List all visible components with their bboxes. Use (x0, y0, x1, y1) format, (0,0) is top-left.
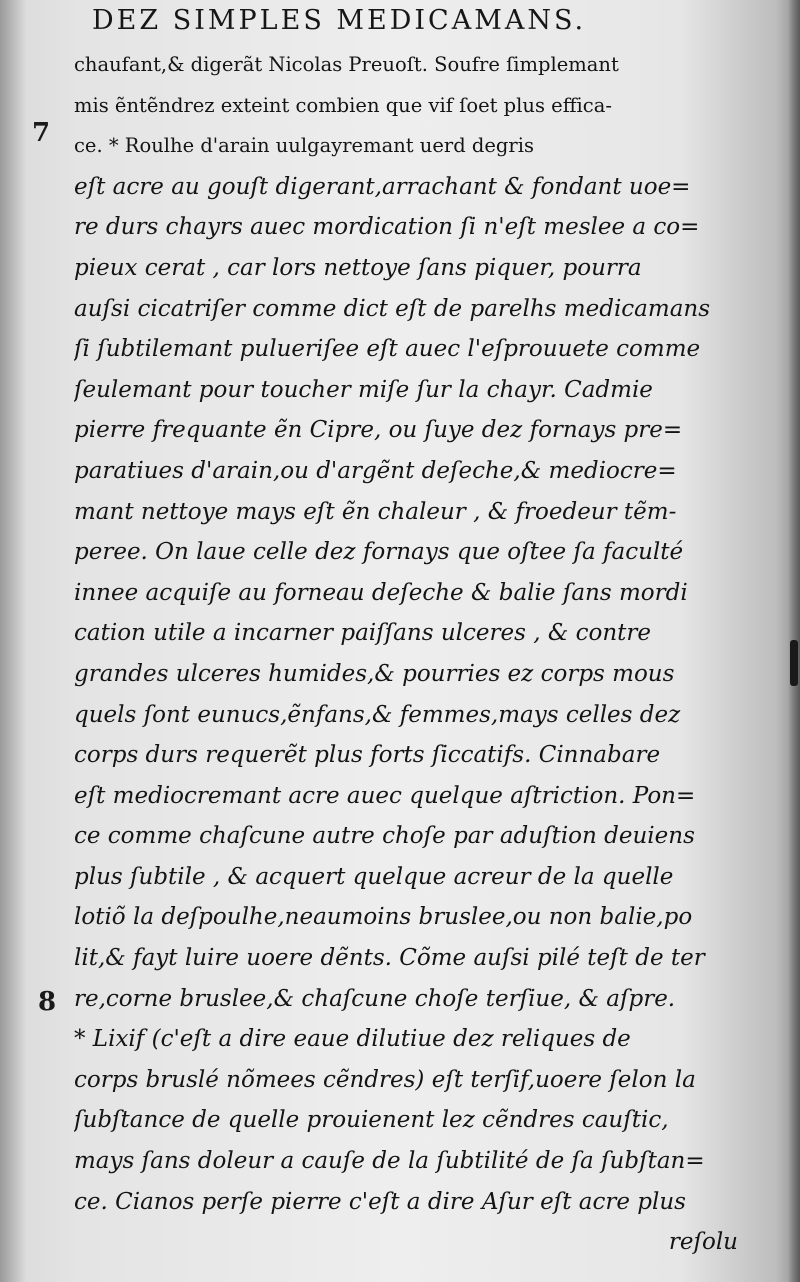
text-line: ſi ſubtilemant pulueriſee eſt auec l'eſprouuete comme (74, 336, 701, 363)
text-line: lotiõ la deſpoulhe,neaumoins bruslee,ou non balie,po (74, 904, 693, 931)
text-line: corps durs requerẽt plus forts ſiccatifs. Cinnabare (74, 742, 661, 769)
text-line: ce comme chaſcune autre choſe par aduſtion deuiens (74, 823, 695, 850)
text-line: ſeulemant pour toucher miſe ſur la chayr. Cadmie (74, 376, 653, 403)
text-line: chaufant,& digerãt Nicolas Preuoſt. Soufre ſimplemant (74, 53, 619, 76)
text-line: re durs chayrs auec mordication ſi n'eſt meslee a co= (74, 214, 700, 241)
margin-number-7: 7 (32, 118, 51, 148)
text-line: quels ſont eunucs,ẽnfans,& femmes,mays celles dez (74, 701, 681, 728)
text-line: eſt mediocremant acre auec quelque aſtriction. Pon= (74, 782, 696, 809)
text-block (74, 45, 744, 1263)
text-line: pierre frequante ẽn Cipre, ou ſuye dez fornays pre= (74, 417, 683, 444)
text-line: paratiues d'arain,ou d'argẽnt deſeche,& mediocre= (74, 457, 677, 484)
text-line: * Lixif (c'eſt a dire eaue dilutiue dez reliques de (74, 1026, 631, 1053)
text-line: plus ſubtile , & acquert quelque acreur de la quelle (74, 863, 674, 890)
text-line: mays ſans doleur a cauſe de la ſubtilité de ſa ſubſtan= (74, 1148, 705, 1175)
gutter-shadow (0, 0, 26, 1282)
text-line: ce. * Roulhe d'arain uulgayremant uerd degris (74, 134, 534, 158)
text-line: mis ẽntẽndrez exteint combien que vif ſoet plus effica- (74, 93, 612, 117)
text-line: innee acquiſe au forneau deſeche & balie ſans mordi (74, 579, 688, 606)
edge-mark (790, 640, 798, 686)
text-line: ſubſtance de quelle prouienent lez cẽndres cauſtic, (74, 1107, 669, 1134)
text-line: pieux cerat , car lors nettoye ſans piquer, pourra (74, 254, 642, 281)
text-line: corps bruslé nõmees cẽndres) eſt terſif,uoere ſelon la (74, 1066, 696, 1093)
text-line: ce. Cianos perſe pierre c'eſt a dire Aſur eſt acre plus (74, 1188, 686, 1215)
text-line: eſt acre au gouſt digerant,arrachant & fondant uoe= (74, 173, 691, 200)
margin-number-8: 8 (38, 987, 57, 1017)
text-line: cation utile a incarner paiſſans ulceres , & contre (74, 620, 651, 647)
text-line: grandes ulceres humides,& pourries ez corps mous (74, 660, 675, 687)
running-head: DEZ SIMPLES MEDICAMANS. (92, 5, 587, 36)
text-line: auſsi cicatriſer comme dict eſt de parelhs medicamans (74, 295, 711, 322)
text-line: peree. On laue celle dez fornays que oſtee ſa faculté (74, 539, 684, 566)
text-line: re,corne bruslee,& chaſcune choſe terſiue, & aſpre. (74, 985, 676, 1012)
catchword: reſolu (668, 1229, 738, 1256)
text-line: lit,& fayt luire uoere dẽnts. Cõme auſsi pilé teſt de ter (74, 945, 705, 972)
text-line: mant nettoye mays eſt ẽn chaleur , & froedeur tẽm- (74, 498, 677, 525)
